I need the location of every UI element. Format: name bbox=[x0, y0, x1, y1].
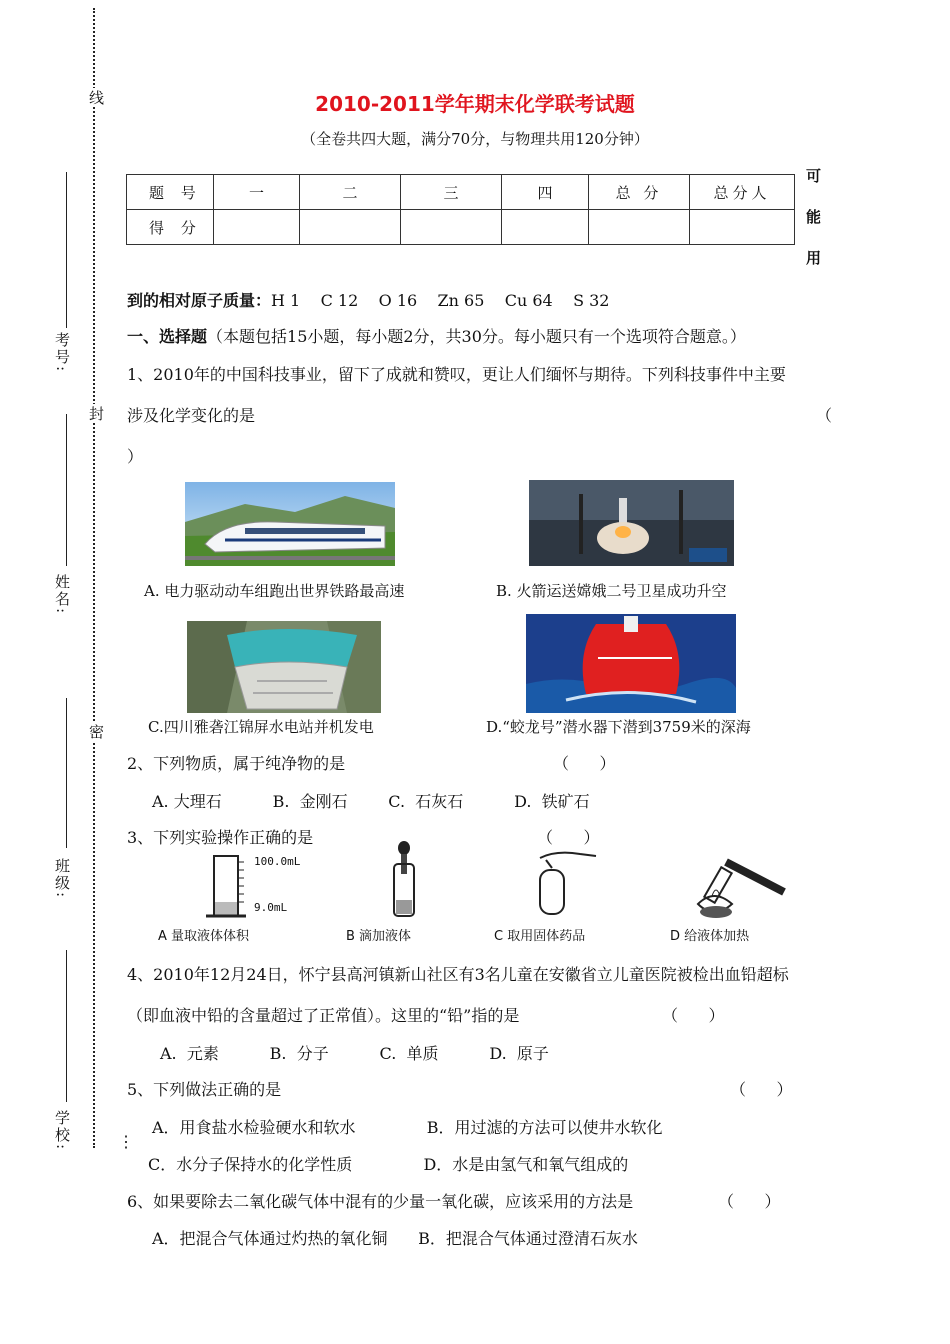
side-char: 用 bbox=[806, 249, 822, 267]
q4-options: A. 元素 B. 分子 C. 单质 D. 原子 bbox=[160, 1044, 549, 1063]
q3-option-a: A 量取液体体积 bbox=[158, 929, 250, 944]
q5-options-ab: A．用食盐水检验硬水和软水 B．用过滤的方法可以使井水软化 bbox=[152, 1118, 663, 1137]
class-label: 班级: bbox=[53, 858, 71, 900]
score-table-header: 二 bbox=[300, 175, 401, 210]
q4-stem-line2: （即血液中铅的含量超过了正常值）。这里的“铅”指的是 bbox=[127, 1006, 520, 1025]
score-table bbox=[126, 174, 795, 245]
q3-option-d: D 给液体加热 bbox=[670, 929, 750, 944]
margin-ellipsis: ⋮ bbox=[118, 1132, 134, 1151]
score-table-header: 三 bbox=[401, 175, 502, 210]
margin-mark-feng: 封 bbox=[87, 406, 105, 421]
dropper-image bbox=[386, 840, 422, 920]
q5-options-cd: C．水分子保持水的化学性质 D．水是由氢气和氧气组成的 bbox=[148, 1155, 629, 1174]
score-table-row-label: 得 分 bbox=[127, 210, 214, 245]
page-subtitle: （全卷共四大题，满分70分，与物理共用120分钟） bbox=[301, 130, 649, 148]
class-line bbox=[66, 698, 67, 848]
score-cell bbox=[300, 210, 401, 245]
solid-drug-image bbox=[526, 846, 600, 918]
q3-option-c: C 取用固体药品 bbox=[494, 929, 586, 944]
score-table-header: 总分人 bbox=[690, 175, 795, 210]
q1-option-a: A. 电力驱动动车组跑出世界铁路最高速 bbox=[144, 582, 405, 600]
page-title: 2010-2011学年期末化学联考试题 bbox=[315, 92, 635, 116]
q6-stem: 6、如果要除去二氧化碳气体中混有的少量一氧化碳，应该采用的方法是 bbox=[127, 1192, 634, 1211]
section-heading-desc: （本题包括15小题，每小题2分，共30分。每小题只有一个选项符合题意。） bbox=[207, 327, 746, 346]
score-cell bbox=[214, 210, 300, 245]
q6-paren: （ ） bbox=[718, 1192, 781, 1211]
exam-no-label: 考号: bbox=[53, 332, 71, 374]
dam-image bbox=[187, 621, 381, 713]
atomic-masses-values: H 1 C 12 O 16 Zn 65 Cu 64 S 32 bbox=[271, 291, 610, 310]
school-label: 学校: bbox=[53, 1110, 71, 1152]
section-heading bbox=[127, 324, 746, 347]
q3-stem: 3、下列实验操作正确的是 bbox=[127, 828, 314, 847]
section-heading-title: 一、选择题 bbox=[127, 327, 208, 346]
score-table-header: 一 bbox=[214, 175, 300, 210]
q1-option-d: D.“蛟龙号”潜水器下潜到3759米的深海 bbox=[486, 718, 751, 736]
name-label: 姓名: bbox=[53, 574, 71, 616]
score-table-header: 总 分 bbox=[589, 175, 690, 210]
binding-dotted-line bbox=[93, 8, 95, 1148]
q1-stem-line2: 涉及化学变化的是 bbox=[127, 406, 256, 425]
q6-options-ab: A．把混合气体通过灼热的氧化铜 B．把混合气体通过澄清石灰水 bbox=[152, 1229, 638, 1248]
q1-option-b: B. 火箭运送嫦娥二号卫星成功升空 bbox=[496, 582, 727, 600]
rocket-launch-image bbox=[529, 480, 734, 566]
score-table-header: 题 号 bbox=[127, 175, 214, 210]
margin-mark-mi: 密 bbox=[87, 724, 105, 739]
score-cell bbox=[502, 210, 589, 245]
margin-mark-xian: 线 bbox=[87, 90, 105, 105]
school-line bbox=[66, 950, 67, 1102]
heating-liquid-image bbox=[684, 848, 790, 920]
q5-paren: （ ） bbox=[730, 1080, 793, 1099]
q1-paren-open: （ bbox=[816, 406, 833, 425]
q3-paren: （ ） bbox=[537, 828, 600, 847]
atomic-masses-label: 到的相对原子质量： bbox=[127, 291, 272, 310]
atomic-masses bbox=[127, 288, 609, 311]
q1-paren-close: ） bbox=[127, 447, 144, 466]
score-cell bbox=[690, 210, 795, 245]
name-line bbox=[66, 414, 67, 566]
q2-options: A. 大理石 B. 金刚石 C. 石灰石 D. 铁矿石 bbox=[152, 792, 590, 811]
q3-option-b: B 滴加液体 bbox=[346, 929, 412, 944]
q2-stem: 2、下列物质，属于纯净物的是 bbox=[127, 754, 346, 773]
cylinder-top-reading: 100.0mL bbox=[254, 855, 301, 868]
q1-stem-line1: 1、2010年的中国科技事业，留下了成就和赞叹，更让人们缅怀与期待。下列科技事件中主要 bbox=[127, 365, 786, 384]
submarine-image bbox=[526, 614, 736, 713]
q4-stem-line1: 4、2010年12月24日，怀宁县高河镇新山社区有3名儿童在安徽省立儿童医院被检出血铅超标 bbox=[127, 965, 789, 984]
side-char: 可 bbox=[806, 167, 822, 185]
q1-option-c: C.四川雅砻江锦屏水电站并机发电 bbox=[148, 718, 374, 736]
side-char: 能 bbox=[806, 208, 822, 226]
cylinder-bottom-reading: 9.0mL bbox=[254, 901, 288, 914]
score-cell bbox=[589, 210, 690, 245]
score-table-header: 四 bbox=[502, 175, 589, 210]
score-cell bbox=[401, 210, 502, 245]
exam-no-line bbox=[66, 172, 67, 328]
train-image bbox=[185, 482, 395, 566]
q2-paren: （ ） bbox=[553, 754, 616, 773]
q5-stem: 5、下列做法正确的是 bbox=[127, 1080, 282, 1099]
q4-paren: （ ） bbox=[662, 1006, 725, 1025]
